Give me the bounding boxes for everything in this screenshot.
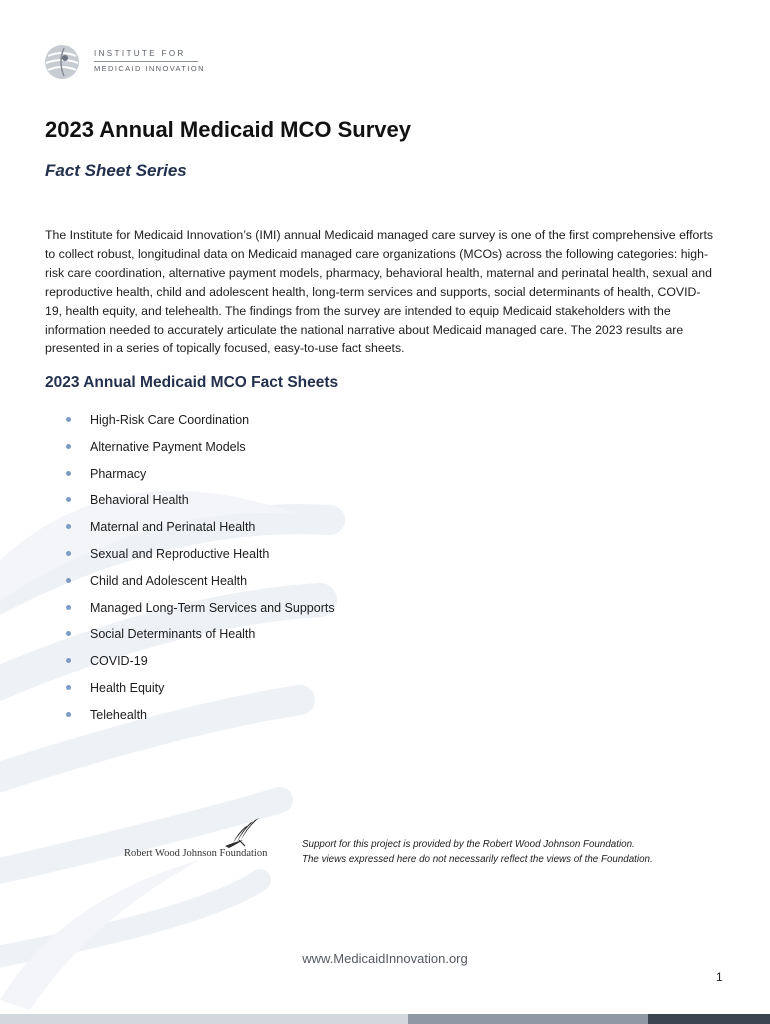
footer-bar-dark [648,1014,770,1024]
bullet-icon [66,631,71,636]
website-url: www.MedicaidInnovation.org [302,951,468,966]
logo-line-1: INSTITUTE FOR [94,49,186,58]
document-page: INSTITUTE FOR MEDICAID INNOVATION 2023 Annual Medicaid MCO Survey Fact Sheet Series The Institute for Medicaid Innovation’s (IMI) annual Medicaid managed care survey is one of the first comprehensive efforts to collect robust, longitudinal data on Medicaid managed care organizations (MCOs) across the following categories: high-risk care coordination, alternative payment models, pharmacy, behavioral health, maternal and perinatal health, sexual and reproductive health, child and adolescent health, long-term services and supports, social determinants of health, COVID-19, health equity, and telehealth. The findings from the survey are intended to equip Medicaid stakeholders with the information needed to accurately articulate the national narrative about Medicaid managed care. The 2023 results are presented in a series of topically focused, easy-to-use fact sheets. 2023 Annual Medicaid MCO Fact Sheets High-Risk Care Coordination Alternative Payment Models Pharmacy Behavioral Health Maternal and Perinatal Health Sexual and Reproductive Health Child and Adolescent Health Managed Long-Term Services and Supports Social Determinants of Health COVID-19 Health Equity Telehealth Robert Wood Johnson Foundation Support for this project is provided by the Robert Wood Johnson Foundation. The views expressed here do not necessarily reflect the views of the Foundation. www.MedicaidInnovation.org 1 [0,0,770,1024]
bullet-icon [66,712,71,717]
bullet-icon [66,685,71,690]
intro-line: managed care. The 2023 results are presented in a series of topically focused, easy-to-use fact sheets. [45,322,684,356]
intro-line: efforts to collect robust, longitudinal data on Medicaid managed care organizations (MCOs) across the following [45,228,714,261]
logo-line-2: MEDICAID INNOVATION [94,64,205,73]
intro-line: The Institute for Medicaid Innovation’s (IMI) annual Medicaid managed care survey is one of the first comprehensive [45,228,676,242]
bullet-icon [66,605,71,610]
bullet-icon [66,578,71,583]
bullet-icon [66,551,71,556]
bullet-icon [66,417,71,422]
bullet-icon [66,444,71,449]
imi-logo [44,44,205,86]
rwjf-logo [124,816,274,866]
page-number: 1 [716,970,723,984]
intro-line: Medicaid stakeholders with the information needed to accurately articulate the national narrative about Medicaid [45,303,671,337]
intro-line: determinants of health, COVID-19, health equity, and telehealth. The findings from the survey are intended to equip [45,284,701,318]
document-subtitle: Fact Sheet Series [45,161,187,180]
footer-bar-mid [408,1014,648,1024]
support-line: The views expressed here do not necessarily reflect the views of the Foundation. [302,854,653,865]
bullet-icon [66,471,71,476]
intro-paragraph [45,226,717,358]
bullet-icon [66,497,71,502]
support-statement [302,837,653,867]
bird-icon [219,816,264,852]
document-title: 2023 Annual Medicaid MCO Survey [45,117,411,142]
fact-sheets-heading: 2023 Annual Medicaid MCO Fact Sheets [45,374,339,391]
bullet-icon [66,658,71,663]
rwjf-name: Robert Wood Johnson Foundation [124,848,268,859]
footer-bar [0,1014,770,1024]
globe-icon [44,44,80,80]
logo-divider [94,61,198,62]
footer-bar-light [0,1014,408,1024]
intro-line: categories: high-risk care coordination, alternative payment models, pharmacy, behavioral health, maternal and [45,246,709,280]
intro-line: perinatal health, sexual and reproductive health, child and adolescent health, long-term services and supports, social [45,265,712,299]
support-line: Support for this project is provided by the Robert Wood Johnson Foundation. [302,839,635,850]
bullet-icon [66,524,71,529]
